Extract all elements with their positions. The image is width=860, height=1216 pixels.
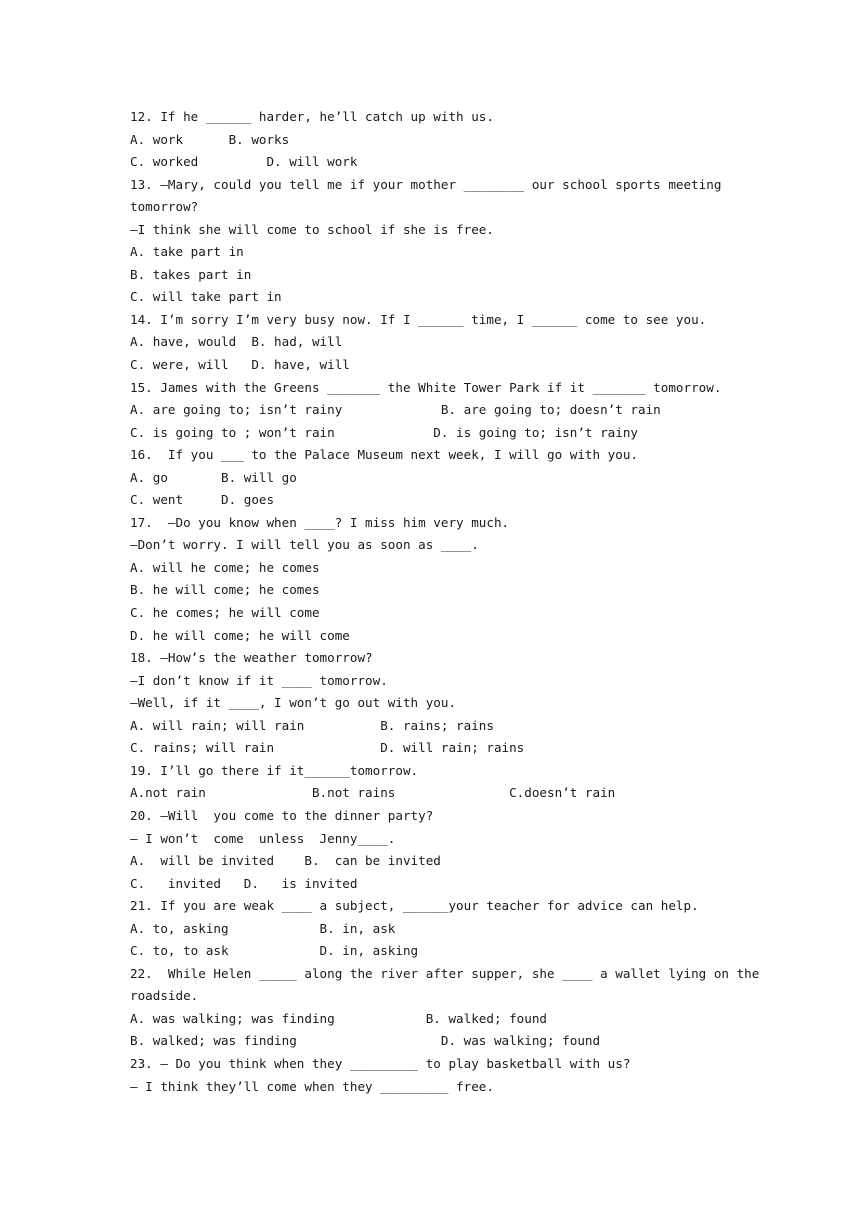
question-13-option-a: A. take part in <box>130 244 244 260</box>
question-13-option-c: C. will take part in <box>130 289 282 305</box>
question-20: 20. —Will you come to the dinner party? <box>130 807 434 823</box>
question-17-option-b: B. he will come; he comes <box>130 582 320 598</box>
question-12-options-cd: C. worked D. will work <box>130 154 358 170</box>
question-21-options-ab: A. to, asking B. in, ask <box>130 920 396 936</box>
question-14-options-ab: A. have, would B. had, will <box>130 334 343 350</box>
question-22-options-cd: B. walked; was finding D. was walking; found <box>130 1033 601 1049</box>
question-18-options-cd: C. rains; will rain D. will rain; rains <box>130 740 525 756</box>
question-23-reply: — I think they’ll come when they _________ free. <box>130 1078 494 1094</box>
question-19: 19. I’ll go there if it______tomorrow. <box>130 762 419 778</box>
question-17-option-c: C. he comes; he will come <box>130 605 320 621</box>
question-12: 12. If he ______ harder, he’ll catch up with us. <box>130 109 494 124</box>
question-16: 16. If you ___ to the Palace Museum next week, I will go with you. <box>130 447 638 463</box>
question-13-continued: tomorrow? <box>130 199 199 215</box>
question-18-reply: —I don’t know if it ____ tomorrow. <box>130 672 388 688</box>
question-15-options-ab: A. are going to; isn’t rainy B. are going to; doesn’t rain <box>130 402 661 418</box>
question-21-options-cd: C. to, to ask D. in, asking <box>130 943 419 959</box>
question-14: 14. I’m sorry I’m very busy now. If I ______ time, I ______ come to see you. <box>130 311 707 327</box>
question-12-options-ab: A. work B. works <box>130 131 290 147</box>
question-20-options-cd: C. invited D. is invited <box>130 875 358 891</box>
question-17: 17. —Do you know when ____? I miss him very much. <box>130 514 510 530</box>
question-14-options-cd: C. were, will D. have, will <box>130 357 350 373</box>
question-22-continued: roadside. <box>130 988 199 1004</box>
question-19-options: A.not rain B.not rains C.doesn’t rain <box>130 785 616 801</box>
question-17-option-a: A. will he come; he comes <box>130 559 320 575</box>
question-21: 21. If you are weak ____ a subject, ______your teacher for advice can help. <box>130 898 699 914</box>
question-18-options-ab: A. will rain; will rain B. rains; rains <box>130 717 494 733</box>
question-20-reply: — I won’t come unless Jenny____. <box>130 830 396 846</box>
question-22: 22. While Helen _____ along the river after supper, she ____ a wallet lying on the <box>130 965 760 981</box>
exercise-text <box>130 106 760 1098</box>
question-23: 23. — Do you think when they _________ to play basketball with us? <box>130 1055 631 1071</box>
question-16-options-ab: A. go B. will go <box>130 469 297 485</box>
question-20-options-ab: A. will be invited B. can be invited <box>130 853 441 869</box>
question-13: 13. —Mary, could you tell me if your mother ________ our school sports meeting <box>130 176 722 192</box>
question-17-reply: —Don’t worry. I will tell you as soon as ____. <box>130 537 479 553</box>
question-18: 18. —How’s the weather tomorrow? <box>130 650 373 666</box>
question-13-reply: —I think she will come to school if she is free. <box>130 221 494 237</box>
question-17-option-d: D. he will come; he will come <box>130 627 350 643</box>
question-15: 15. James with the Greens _______ the White Tower Park if it _______ tomorrow. <box>130 379 722 395</box>
question-15-options-cd: C. is going to ; won’t rain D. is going to; isn’t rainy <box>130 424 638 440</box>
question-18-reply-2: —Well, if it ____, I won’t go out with you. <box>130 695 457 711</box>
question-16-options-cd: C. went D. goes <box>130 492 275 508</box>
question-22-options-ab: A. was walking; was finding B. walked; found <box>130 1010 548 1026</box>
question-13-option-b: B. takes part in <box>130 266 252 282</box>
